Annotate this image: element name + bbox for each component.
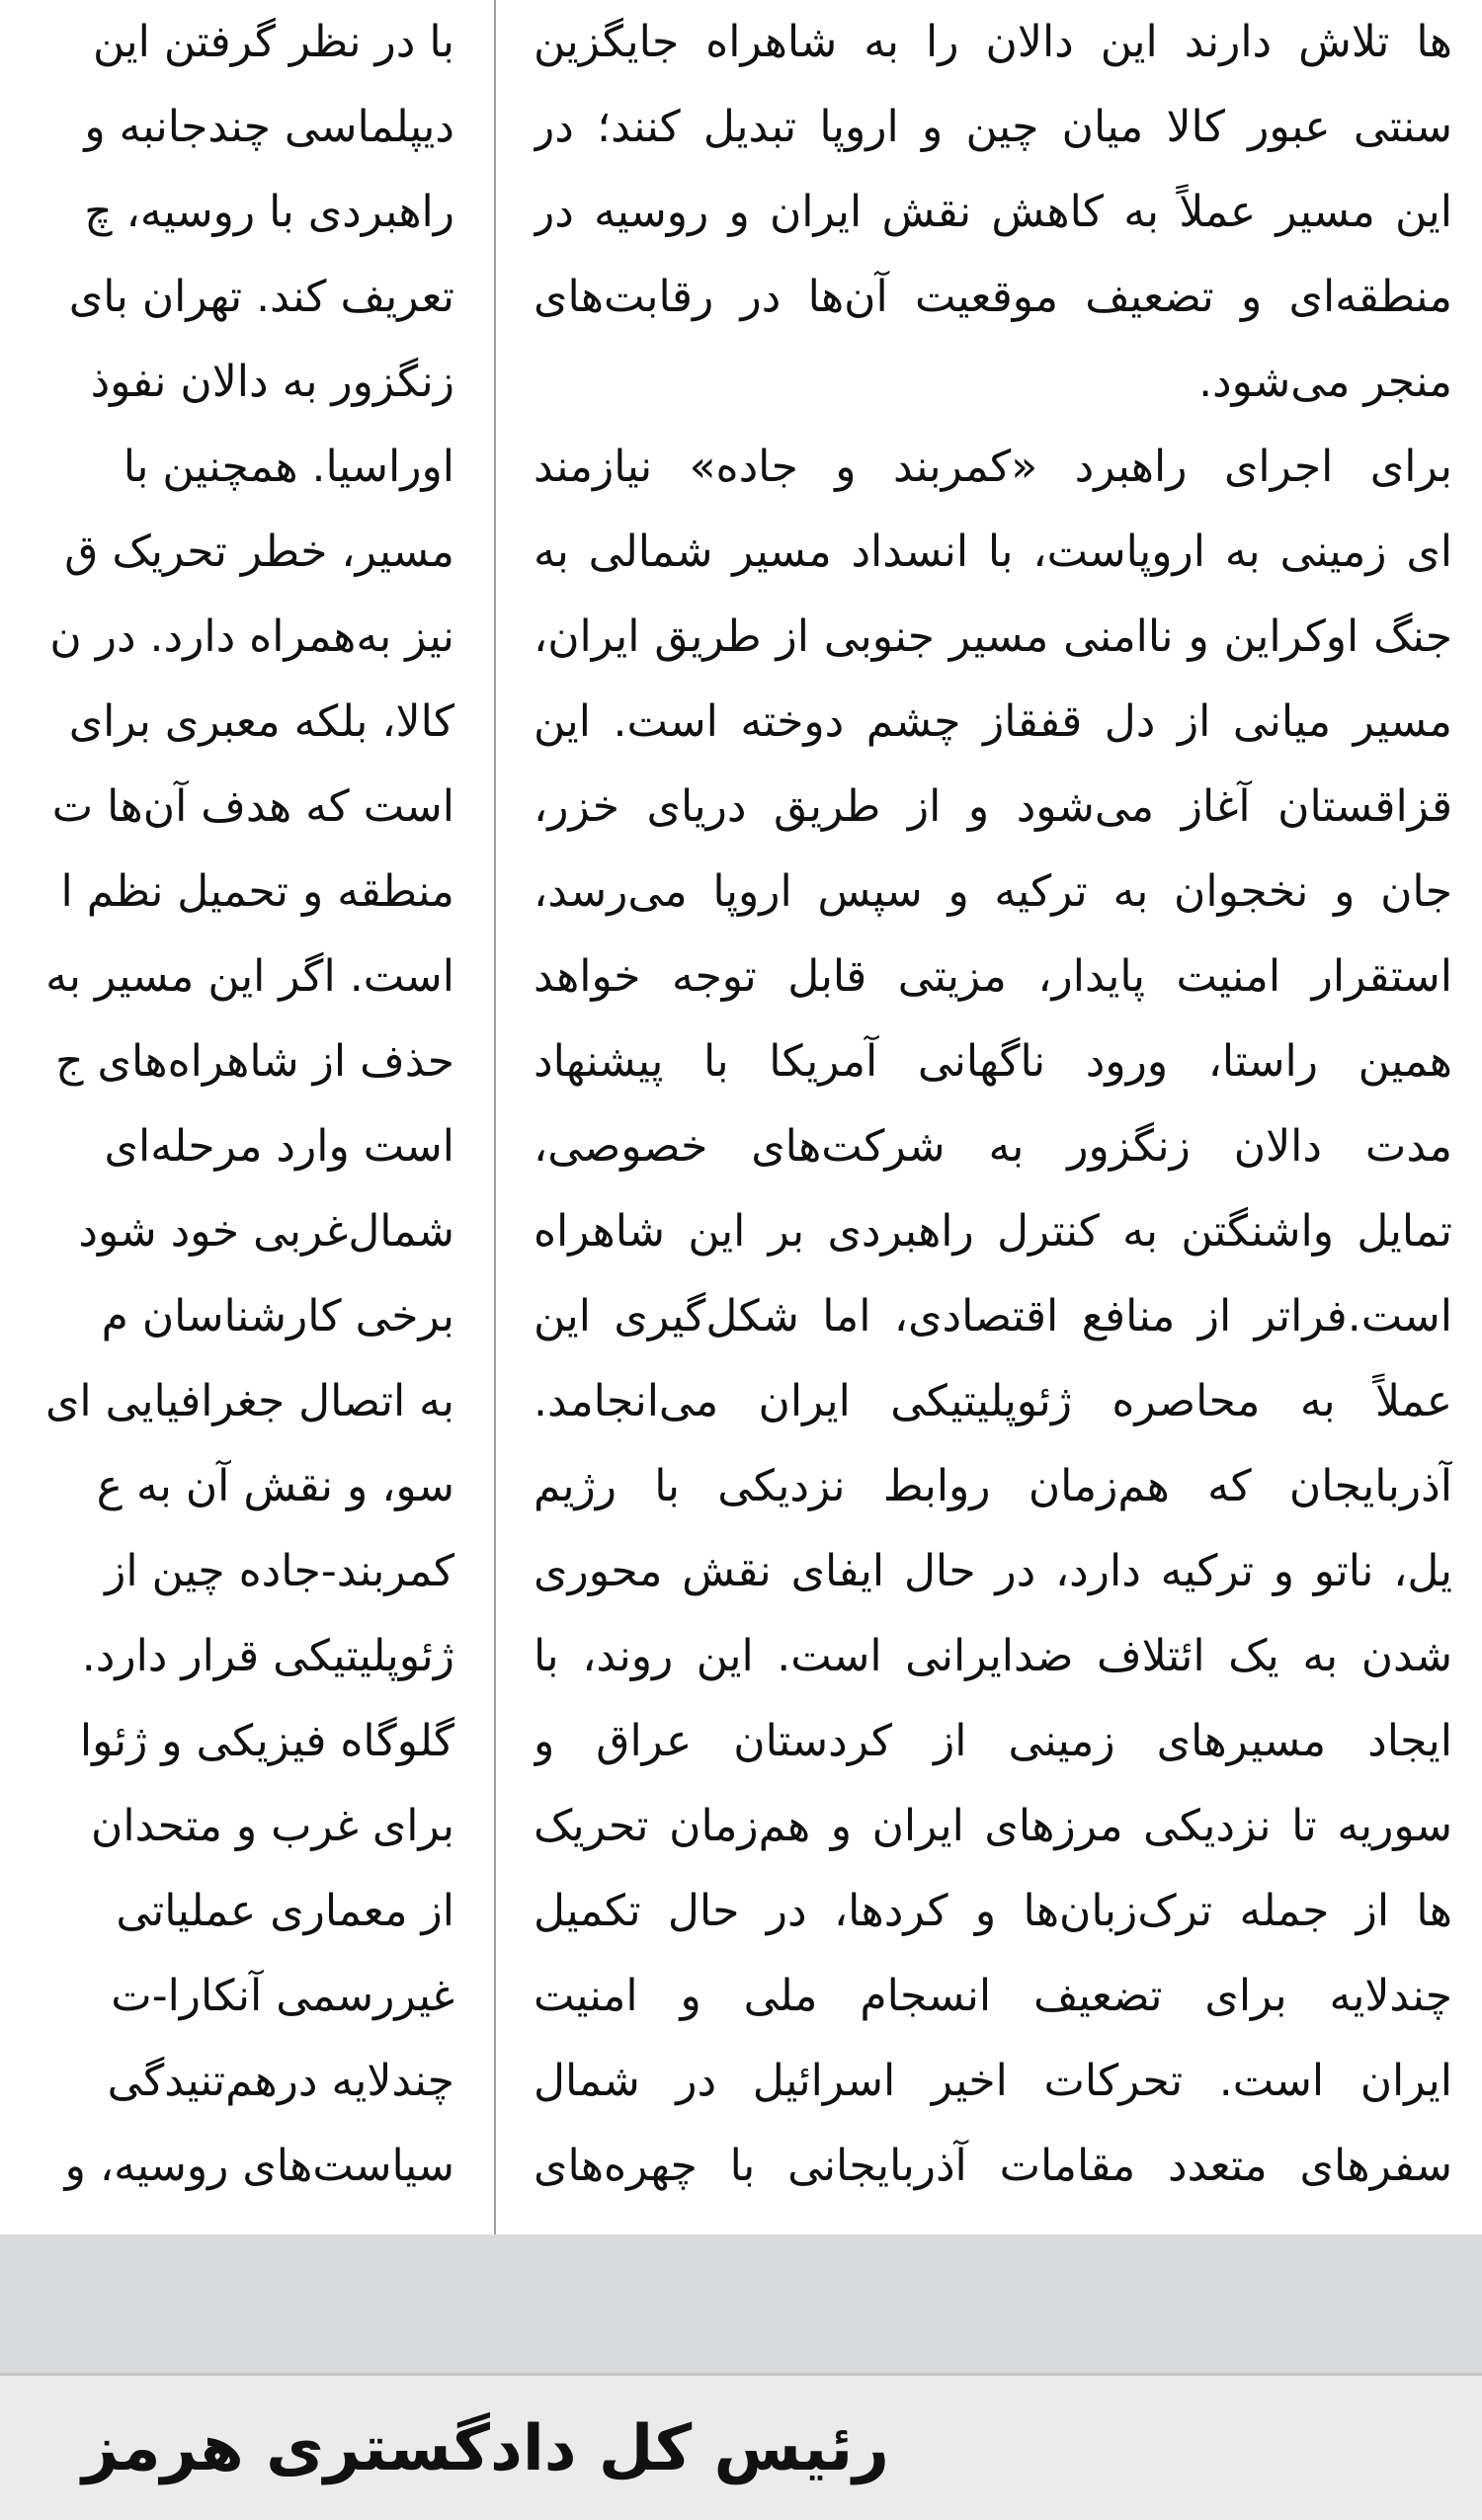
text-line: همین راستا، ورود ناگهانی آمریکا با پیشنهاد: [534, 1036, 1452, 1087]
text-line: نیز به‌همراه دارد. در ن: [49, 611, 454, 662]
text-line: کمربند-جاده چین از: [105, 1546, 454, 1596]
text-line: کالا، بلکه معبری برای: [68, 696, 454, 747]
text-line: منطقه و تحمیل نظم ا: [60, 866, 454, 917]
text-line: این مسیر عملاً به کاهش نقش ایران و روسیه در: [534, 187, 1452, 237]
text-line: آذربایجان که هم‌زمان روابط نزدیکی با رژیم: [534, 1461, 1452, 1511]
text-line: شدن به یک ائتلاف ضدایرانی است. این روند، با: [534, 1631, 1452, 1681]
text-line: جان و نخجوان به ترکیه و سپس اروپا می‌رسد،: [534, 866, 1452, 917]
separator-band: [0, 2235, 1482, 2373]
text-line: است. اگر این مسیر به: [45, 951, 454, 1002]
text-line: راهبردی با روسیه، چ: [84, 187, 454, 237]
text-line: تعریف کند. تهران بای: [68, 272, 454, 322]
text-line: گلوگاه فیزیکی و ژئوا: [79, 1716, 454, 1766]
text-line: زنگزور به دالان نفوذ: [90, 357, 454, 407]
article-column-left: [0, 0, 454, 2235]
text-line: به اتصال جغرافیایی ای: [44, 1376, 454, 1426]
text-line: منجر می‌شود.: [1198, 357, 1452, 407]
text-line: دیپلماسی چندجانبه و: [84, 102, 454, 152]
text-line: است وارد مرحله‌ای: [104, 1121, 454, 1172]
text-line: چندلایه برای تضعیف انسجام ملی و امنیت: [534, 1971, 1452, 2021]
text-line: برای غرب و متحدان: [91, 1801, 454, 1851]
text-line: عملاً به محاصره ژئوپلیتیکی ایران می‌انجامد.: [534, 1376, 1452, 1426]
text-line: حذف از شاهراه‌های ج: [55, 1036, 454, 1087]
text-line: است که هدف آن‌ها ت: [51, 781, 454, 832]
text-line: سفرهای متعدد مقامات آذربایجانی با چهره‌های: [534, 2141, 1452, 2191]
text-line: سنتی عبور کالا میان چین و اروپا تبدیل کنند؛ در: [534, 102, 1452, 152]
text-line: سیاست‌های روسیه، و: [64, 2141, 454, 2191]
text-line: اوراسیا. همچنین با: [123, 442, 454, 492]
text-line: سوریه تا نزدیکی مرزهای ایران و هم‌زمان تحریک: [534, 1801, 1452, 1851]
text-line: ها تلاش دارند این دالان را به شاهراه جایگزین: [534, 17, 1452, 67]
text-line: ها از جمله ترک‌زبان‌ها و کردها، در حال تکمیل: [534, 1886, 1452, 1936]
text-line: ژئوپلیتیکی قرار دارد.: [81, 1631, 454, 1681]
text-line: ایران است. تحرکات اخیر اسرائیل در شمال: [534, 2056, 1452, 2106]
text-line: چندلایه درهم‌تنیدگی: [107, 2056, 454, 2106]
text-line: مسیر، خطر تحریک ق: [64, 527, 454, 577]
text-line: شمال‌غربی خود شود: [78, 1206, 454, 1257]
text-line: سو، و نقش آن به ع: [96, 1461, 454, 1511]
text-line: ایجاد مسیرهای زمینی از کردستان عراق و: [534, 1716, 1452, 1766]
text-line: تمایل واشنگتن به کنترل راهبردی بر این شاهراه: [534, 1206, 1452, 1257]
text-line: برخی کارشناسان م: [101, 1291, 454, 1341]
text-line: مدت دالان زنگزور به شرکت‌های خصوصی،: [534, 1121, 1452, 1172]
next-article-band: [0, 2373, 1482, 2520]
text-line: یل، ناتو و ترکیه دارد، در حال ایفای نقش محوری: [534, 1546, 1452, 1596]
text-line: غیررسمی آنکارا-ت: [111, 1971, 454, 2021]
text-line: جنگ اوکراین و ناامنی مسیر جنوبی از طریق ایران،: [534, 611, 1452, 662]
column-divider: [494, 0, 496, 2235]
text-line: برای اجرای راهبرد «کمربند و جاده» نیازمند: [534, 442, 1452, 492]
article-column-right: [534, 0, 1452, 2235]
next-article-headline: رئیس کل دادگستری هرمز: [82, 2412, 889, 2485]
text-line: منطقه‌ای و تضعیف موقعیت آن‌ها در رقابت‌های: [534, 272, 1452, 322]
text-line: قزاقستان آغاز می‌شود و از طریق دریای خزر،: [534, 781, 1452, 832]
text-line: با در نظر گرفتن این: [92, 17, 454, 67]
text-line: است.فراتر از منافع اقتصادی، اما شکل‌گیری این: [534, 1291, 1452, 1341]
text-line: ای زمینی به اروپاست، با انسداد مسیر شمالی به: [534, 527, 1452, 577]
text-line: استقرار امنیت پایدار، مزیتی قابل توجه خواهد: [534, 951, 1452, 1002]
text-line: مسیر میانی از دل قفقاز چشم دوخته است. این: [534, 696, 1452, 747]
text-line: از معماری عملیاتی: [116, 1886, 454, 1936]
